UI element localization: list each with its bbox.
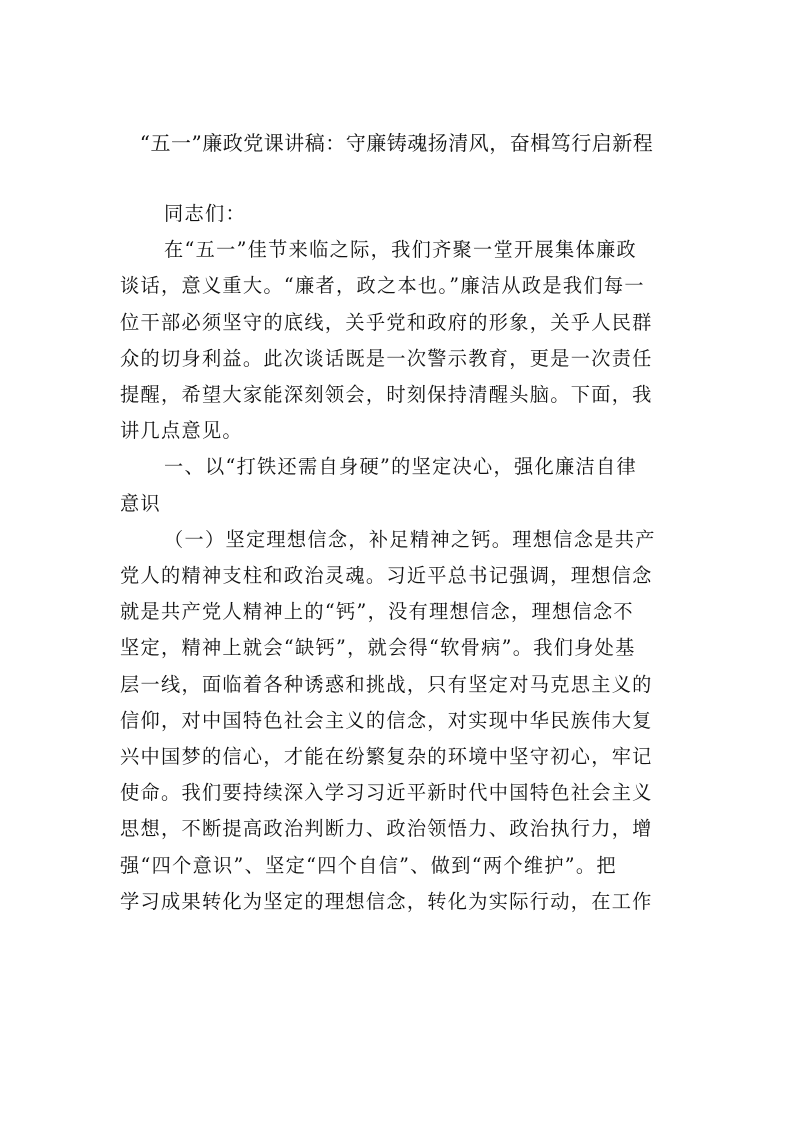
- intro-line: 位干部必须坚守的底线，关乎党和政府的形象，关乎人民群: [120, 310, 653, 334]
- subsection-line: 坚定，精神上就会“缺钙”，就会得“软骨病”。我们身处基: [120, 636, 636, 660]
- subsection-line: 强“四个意识”、坚定“四个自信”、做到“两个维护”。把: [120, 853, 617, 877]
- intro-line: 谈话，意义重大。“廉者，政之本也。”廉洁从政是我们每一: [120, 274, 645, 298]
- subsection-line: 层一线，面临着各种诱惑和挑战，只有坚定对马克思主义的: [120, 672, 653, 696]
- subsection-line: 信仰，对中国特色社会主义的信念，对实现中华民族伟大复: [120, 708, 653, 732]
- subsection-line: 党人的精神支柱和政治灵魂。习近平总书记强调，理想信念: [120, 564, 653, 588]
- document-title: “五一”廉政党课讲稿：守廉铸魂扬清风，奋楫笃行启新程: [139, 131, 654, 155]
- section-heading-line: 意识: [120, 491, 161, 515]
- intro-line: 讲几点意见。: [120, 419, 243, 443]
- intro-line: 提醒，希望大家能深刻领会，时刻保持清醒头脑。下面，我: [120, 383, 653, 407]
- intro-line: 众的切身利益。此次谈话既是一次警示教育，更是一次责任: [120, 346, 653, 370]
- subsection-line: 学习成果转化为坚定的理想信念，转化为实际行动，在工作: [120, 889, 653, 913]
- intro-line: 在“五一”佳节来临之际，我们齐聚一堂开展集体廉政: [164, 238, 637, 262]
- subsection-line: 兴中国梦的信心，才能在纷繁复杂的环境中坚守初心，牢记: [120, 745, 653, 769]
- salutation: 同志们：: [164, 202, 246, 225]
- subsection-line: （一）坚定理想信念，补足精神之钙。理想信念是共产: [164, 527, 656, 551]
- subsection-line: 就是共产党人精神上的“钙”，没有理想信念，理想信念不: [120, 600, 634, 624]
- section-heading-line: 一、以“打铁还需自身硬”的坚定决心，强化廉洁自律: [164, 455, 637, 479]
- document-body: [120, 196, 676, 920]
- subsection-line: 使命。我们要持续深入学习习近平新时代中国特色社会主义: [120, 781, 653, 805]
- subsection-line: 思想，不断提高政治判断力、政治领悟力、政治执行力，增: [120, 817, 653, 841]
